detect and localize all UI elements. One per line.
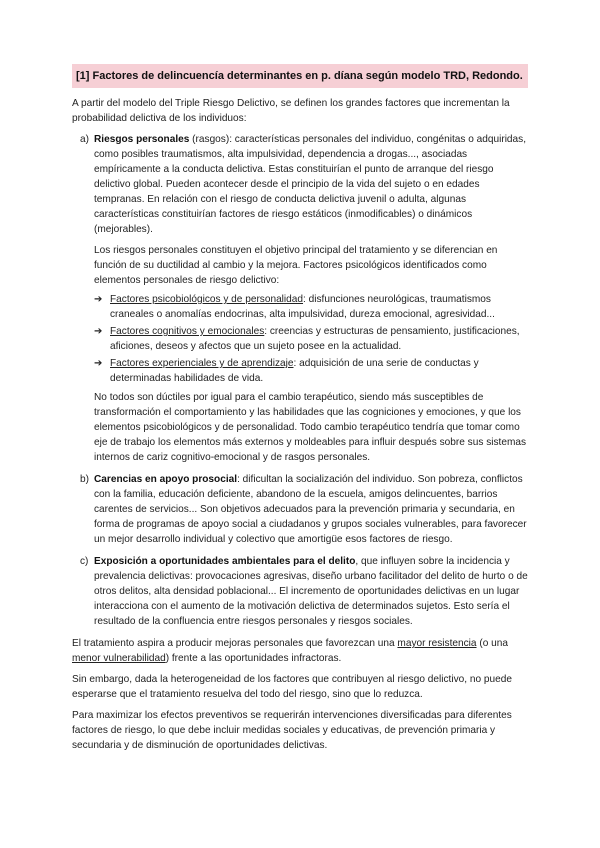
underlined-term: mayor resistencia — [397, 638, 477, 649]
arrow-right-icon: ➔ — [94, 294, 103, 305]
list-marker: c) — [80, 556, 89, 567]
item-a-paragraph: Riesgos personales (rasgos): características personales del individuo, congénitas o adquiridas, como posibles traumatismos, alta impulsividad, dependencia a drogas..., asociadas empíricamente a la conducta delictiva. Estas constituirían el punto de arranque del riesgo delictivo global. Pueden acontecer desde el principio de la vida del sujeto o en edades tempranas. En relación con el riesgo de conducta delictiva juvenil o adulta, algunas características constituirían factores de riesgo estáticos (inmodificables) o dinámicos (mejorables). — [94, 134, 527, 235]
factor-item: ➔ Factores cognitivos y emocionales: creencias y estructuras de pensamiento, justificaciones, aficiones, deseos y afectos que un sujeto posee en la actualidad. — [94, 326, 520, 352]
closing-paragraph-1: El tratamiento aspira a producir mejoras personales que favorezcan una mayor resistencia (o una menor vulnerabilidad) frente a las oportunidades infractoras. — [72, 638, 508, 664]
list-item-c — [72, 554, 528, 629]
list-item-a — [72, 132, 528, 465]
underlined-term: menor vulnerabilidad — [72, 653, 166, 664]
list-marker: a) — [80, 134, 89, 145]
item-a-paragraph-2: Los riesgos personales constituyen el objetivo principal del tratamiento y se diferencian en función de su ductilidad al cambio y la mejora. Factores psicológicos identificados como elementos personales de riesgo delictivo: — [94, 245, 498, 286]
document-page — [72, 64, 528, 753]
list-item-b — [72, 472, 528, 547]
intro-paragraph: A partir del modelo del Triple Riesgo Delictivo, se definen los grandes factores que incrementan la probabilidad delictiva de los individuos: — [72, 98, 510, 124]
factor-item: ➔ Factores psicobiológicos y de personalidad: disfunciones neurológicas, traumatismos craneales o anomalías endocrinas, alta impulsividad, dureza emocional, agresividad... — [94, 294, 495, 320]
factor-item: ➔ Factores experienciales y de aprendizaje: adquisición de una serie de conductas y determinadas habilidades de vida. — [94, 358, 479, 384]
list-marker: b) — [80, 474, 89, 485]
item-a-paragraph-3: No todos son dúctiles por igual para el cambio terapéutico, siendo más susceptibles de transformación el comportamiento y las habilidades que las cogniciones y emociones, y que los elementos psicobiológicos y de personalidad. Todo cambio terapéutico tendría que tomar como eje de trabajo los elementos más externos y moldeables para influir después sobre sus sistemas internos de cariz cognitivo-emocional y de rasgos personales. — [94, 392, 527, 463]
document-title: [1] Factores de delincuencía determinantes en p. díana según modelo TRD, Redondo. — [72, 64, 528, 88]
item-c-paragraph: Exposición a oportunidades ambientales para el delito, que influyen sobre la incidencia y prevalencia delictivas: provocaciones agresivas, diseño urbano facilitador del delito de hurto o de otros delitos, alta densidad poblacional... El incremento de oportunidades delictivas en un lugar interacciona con el aumento de la motivación delictiva de determinados sujetos. Esto sería el resultado de la confluencia entre riesgos personales y riesgos sociales. — [94, 556, 528, 627]
arrow-right-icon: ➔ — [94, 326, 103, 337]
closing-paragraph-3: Para maximizar los efectos preventivos se requerirán intervenciones diversificadas para diferentes factores de riesgo, lo que debe incluir medidas sociales y educativas, de prevención primaria y secundaria y de disminución de oportunidades delictivas. — [72, 710, 512, 751]
arrow-right-icon: ➔ — [94, 358, 103, 369]
item-b-paragraph: Carencias en apoyo prosocial: dificultan la socialización del individuo. Son pobreza, conflictos con la familia, educación deficiente, abandono de la escuela, amigos delincuentes, barrios carentes de servicios... Son objetivos adecuados para la prevención primaria y secundaria, en forma de programas de apoyo social a ciudadanos y grupos sociales vulnerables, para favorecer un mejor desarrollo individual y colectivo que amortigüe esos factores de riesgo. — [94, 474, 527, 545]
item-a-heading: Riesgos personales — [94, 134, 190, 145]
item-c-heading: Exposición a oportunidades ambientales para el delito — [94, 556, 356, 567]
item-b-heading: Carencias en apoyo prosocial — [94, 474, 238, 485]
factor-list — [94, 292, 528, 386]
closing-paragraph-2: Sin embargo, dada la heterogeneidad de los factores que contribuyen al riesgo delictivo, no puede esperarse que el tratamiento resuelva del todo del riesgo, sino que lo reduzca. — [72, 674, 512, 700]
